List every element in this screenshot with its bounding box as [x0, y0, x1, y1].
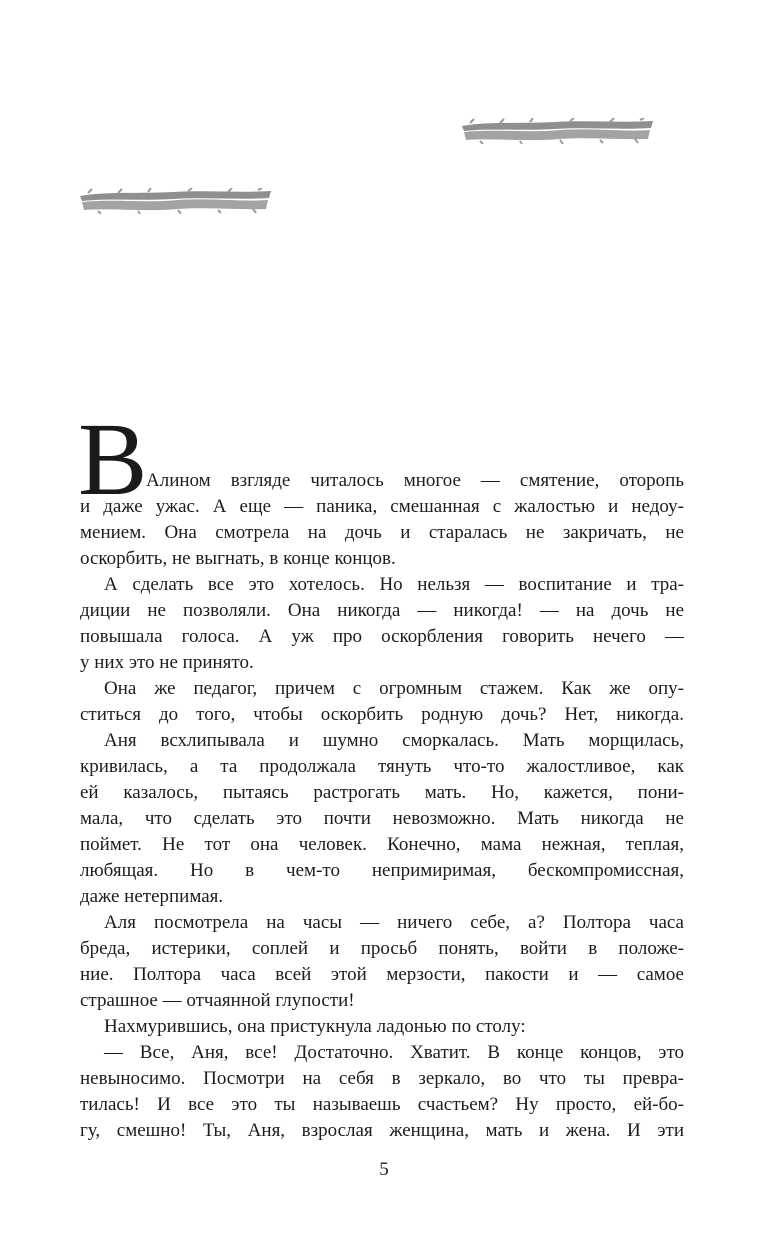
text-line: страшное — отчаянной глупости! — [80, 990, 355, 1011]
chapter-text — [80, 468, 684, 1144]
text-line: любящая. Но в чем-то непримиримая, бескомпромиссная, — [80, 860, 684, 881]
text-line: кривилась, а та продолжала тянуть что-то жалостливое, как — [80, 756, 684, 777]
text-line: Нахмурившись, она пристукнула ладонью по столу: — [104, 1016, 526, 1037]
text-line: Аля посмотрела на часы — ничего себе, а? Полтора часа — [104, 912, 684, 933]
text-line: невыносимо. Посмотри на себя в зеркало, во что ты превра- — [80, 1068, 684, 1089]
text-line: даже нетерпимая. — [80, 886, 224, 907]
text-line: и даже ужас. А еще — паника, смешанная с жалостью и недоу- — [80, 496, 684, 517]
text-line: мением. Она смотрела на дочь и старалась не закричать, не — [80, 522, 684, 543]
text-line: Алином взгляде читалось многое — смятение, оторопь — [146, 470, 684, 491]
text-line: ние. Полтора часа всей этой мерзости, пакости и — самое — [80, 964, 684, 985]
text-line: поймет. Не тот она человек. Конечно, мама нежная, теплая, — [80, 834, 684, 855]
text-line: диции не позволяли. Она никогда — никогда! — на дочь не — [80, 600, 684, 621]
text-line: — Все, Аня, все! Достаточно. Хватит. В конце концов, это — [104, 1042, 684, 1063]
text-line: ститься до того, чтобы оскорбить родную дочь? Нет, никогда. — [80, 704, 684, 725]
text-line: тилась! И все это ты называешь счастьем? Ну просто, ей-бо- — [80, 1094, 684, 1115]
text-line: повышала голоса. А уж про оскорбления говорить нечего — — [80, 626, 684, 647]
page-number: 5 — [379, 1159, 389, 1180]
text-line: оскорбить, не выгнать, в конце концов. — [80, 548, 396, 569]
decorative-brush-stroke-bottom — [78, 188, 273, 214]
text-line: гу, смешно! Ты, Аня, взрослая женщина, мать и жена. И эти — [80, 1120, 684, 1141]
text-line: А сделать все это хотелось. Но нельзя — воспитание и тра- — [104, 574, 684, 595]
text-line: мала, что сделать это почти невозможно. Мать никогда не — [80, 808, 684, 829]
text-line: бреда, истерики, соплей и просьб понять, войти в положе- — [80, 938, 684, 959]
text-line: Она же педагог, причем с огромным стажем. Как же опу- — [104, 678, 684, 699]
text-line: ей казалось, пытаясь растрогать мать. Но, кажется, пони- — [80, 782, 684, 803]
decorative-brush-stroke-top — [460, 118, 655, 144]
text-line: Аня всхлипывала и шумно сморкалась. Мать морщилась, — [104, 730, 684, 751]
text-line: у них это не принято. — [80, 652, 254, 673]
drop-cap-letter: В — [78, 402, 148, 517]
